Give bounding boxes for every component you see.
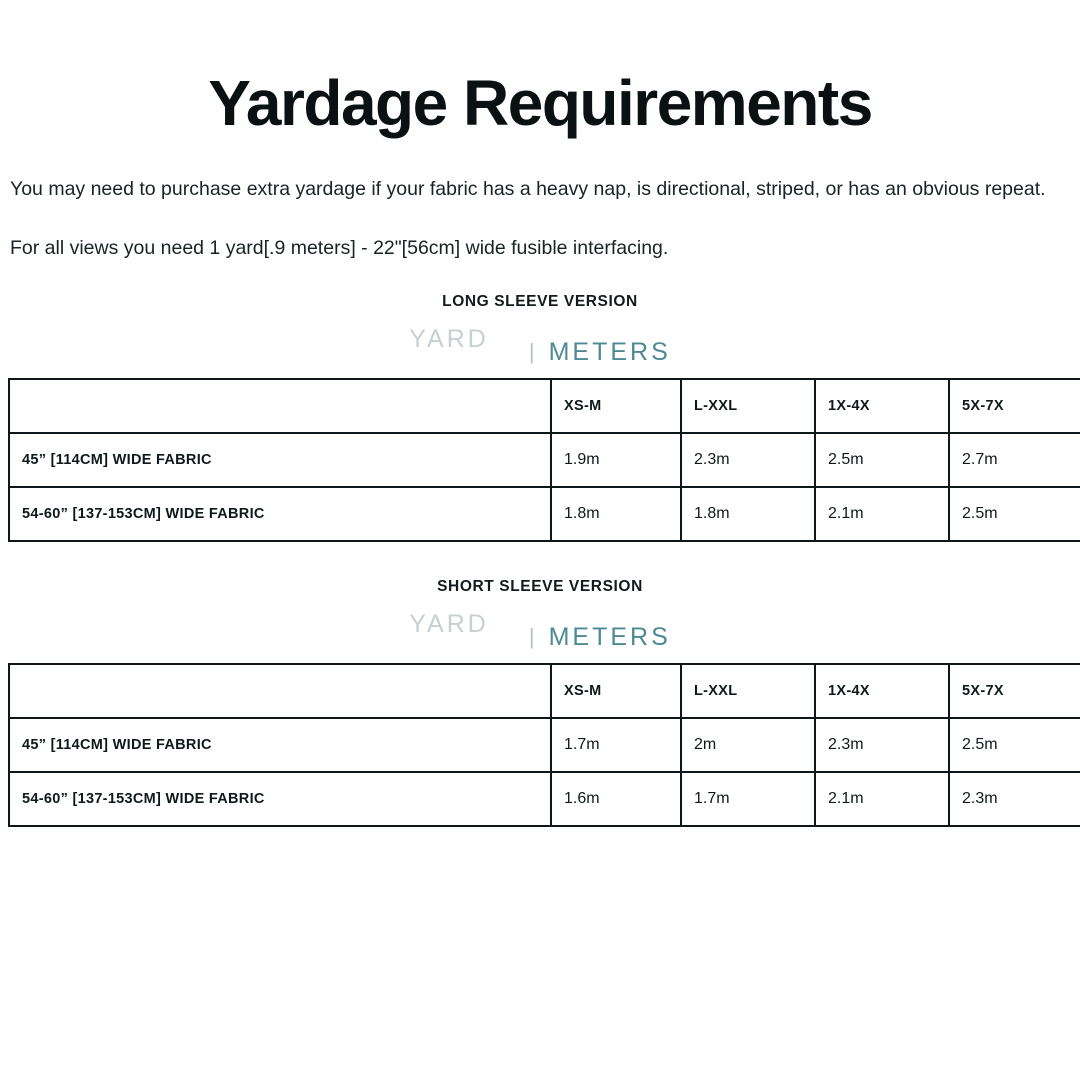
table-header-row [9,664,1080,718]
row-value-1x-4x: 2.5m [815,433,949,487]
intro-paragraph-1: You may need to purchase extra yardage if your fabric has a heavy nap, is directional, striped, or has an obvious repeat. [10,178,1046,201]
table-header-cell-1x-4x: 1X-4X [815,664,949,718]
row-value-xs-m: 1.7m [551,718,681,772]
table-header-cell-5x-7x: 5X-7X [949,664,1080,718]
row-value-l-xxl: 2m [681,718,815,772]
row-value-xs-m: 1.9m [551,433,681,487]
table-header-cell-1x-4x: 1X-4X [815,379,949,433]
row-value-xs-m: 1.6m [551,772,681,826]
intro-paragraph-2: For all views you need 1 yard[.9 meters] - 22"[56cm] wide fusible interfacing. [10,237,669,260]
unit-option-yard[interactable]: YARD [409,325,489,354]
row-label: 54-60” [137-153CM] WIDE FABRIC [9,772,551,826]
unit-option-meters[interactable]: METERS [548,338,671,367]
unit-separator: | [528,339,535,365]
table-row [9,487,1080,541]
section-heading-short-sleeve: SHORT SLEEVE VERSION [437,578,643,596]
table-header-row [9,379,1080,433]
row-label: 45” [114CM] WIDE FABRIC [9,718,551,772]
table-header-cell-5x-7x: 5X-7X [949,379,1080,433]
table-header-cell-blank [9,379,551,433]
unit-toggle-long-sleeve[interactable] [8,325,1072,367]
section-heading-long-sleeve: LONG SLEEVE VERSION [442,293,638,311]
yardage-table-long-sleeve [8,378,1080,542]
unit-toggle-short-sleeve[interactable] [8,610,1072,652]
row-value-5x-7x: 2.5m [949,487,1080,541]
row-label: 54-60” [137-153CM] WIDE FABRIC [9,487,551,541]
table-header-cell-xs-m: XS-M [551,664,681,718]
row-value-1x-4x: 2.3m [815,718,949,772]
table-header-cell-l-xxl: L-XXL [681,664,815,718]
table-header-cell-blank [9,664,551,718]
row-value-5x-7x: 2.3m [949,772,1080,826]
row-value-5x-7x: 2.7m [949,433,1080,487]
row-value-l-xxl: 1.8m [681,487,815,541]
table-header-cell-xs-m: XS-M [551,379,681,433]
row-label: 45” [114CM] WIDE FABRIC [9,433,551,487]
row-value-l-xxl: 2.3m [681,433,815,487]
row-value-1x-4x: 2.1m [815,772,949,826]
row-value-5x-7x: 2.5m [949,718,1080,772]
section-short-sleeve [8,578,1072,827]
table-row [9,433,1080,487]
table-row [9,718,1080,772]
page-title: Yardage Requirements [208,67,872,139]
section-long-sleeve [8,293,1072,542]
table-header-cell-l-xxl: L-XXL [681,379,815,433]
yardage-table-short-sleeve [8,663,1080,827]
table-row [9,772,1080,826]
row-value-1x-4x: 2.1m [815,487,949,541]
unit-separator: | [528,624,535,650]
unit-option-yard[interactable]: YARD [409,610,489,639]
row-value-xs-m: 1.8m [551,487,681,541]
row-value-l-xxl: 1.7m [681,772,815,826]
unit-option-meters[interactable]: METERS [548,623,671,652]
